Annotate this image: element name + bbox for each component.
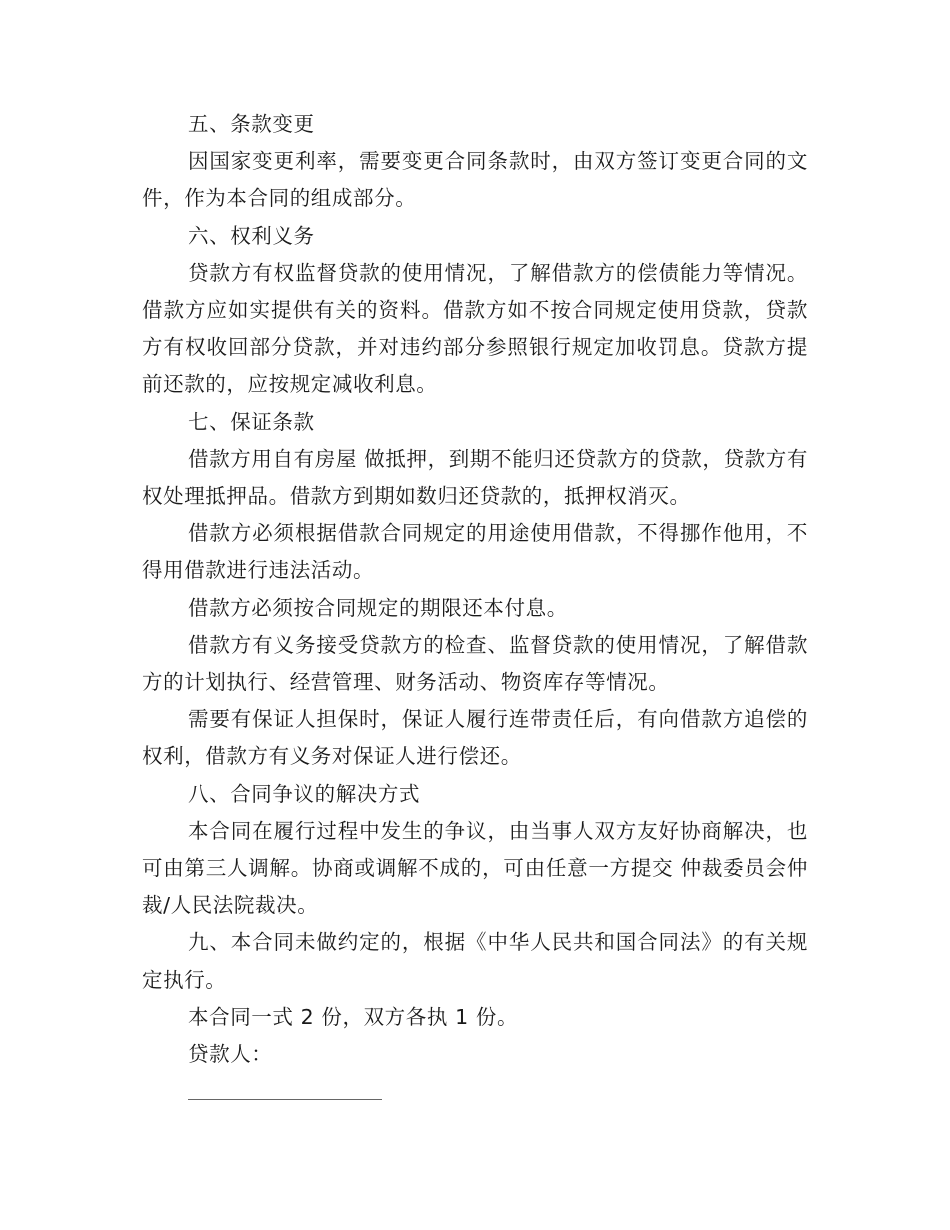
- contract-body: [142, 106, 808, 1073]
- section-heading-rights-obligations: 六、权利义务: [188, 223, 315, 248]
- lender-signature-line: [188, 1099, 382, 1100]
- paragraph-unstipulated: 九、本合同未做约定的，根据《中华人民共和国合同法》的有关规定执行。: [142, 930, 808, 992]
- paragraph-rights-obligations: 贷款方有权监督贷款的使用情况，了解借款方的偿债能力等情况。借款方应如实提供有关的资料。借款方如不按合同规定使用贷款，贷款方有权收回部分贷款，并对违约部分参照银行规定加收罚息。贷款方提前还款的，应按规定减收利息。: [142, 260, 808, 397]
- section-heading-terms-change: 五、条款变更: [188, 112, 315, 136]
- lender-signature-label: 贷款人：: [188, 1042, 273, 1067]
- section-heading-dispute: 八、合同争议的解决方式: [188, 781, 421, 806]
- section-heading-guarantee: 七、保证条款: [188, 409, 315, 434]
- paragraph-repayment: 借款方必须按合同规定的期限还本付息。: [188, 595, 568, 620]
- paragraph-terms-change: 因国家变更利率，需要变更合同条款时，由双方签订变更合同的文件，作为本合同的组成部分。: [142, 149, 808, 211]
- paragraph-loan-usage: 借款方必须根据借款合同规定的用途使用借款，不得挪作他用，不得用借款进行违法活动。: [142, 521, 808, 583]
- paragraph-guarantor: 需要有保证人担保时，保证人履行连带责任后，有向借款方追偿的权利，借款方有义务对保证人进行偿还。: [142, 707, 808, 769]
- paragraph-mortgage: 借款方用自有房屋 做抵押，到期不能归还贷款方的贷款，贷款方有权处理抵押品。借款方到期如数归还贷款的，抵押权消灭。: [142, 446, 808, 509]
- paragraph-inspection: 借款方有义务接受贷款方的检查、监督贷款的使用情况，了解借款方的计划执行、经营管理、财务活动、物资库存等情况。: [142, 632, 808, 695]
- paragraph-copies: 本合同一式 2 份，双方各执 1 份。: [188, 1004, 519, 1029]
- paragraph-dispute: 本合同在履行过程中发生的争议，由当事人双方友好协商解决，也可由第三人调解。协商或调解不成的，可由任意一方提交 仲裁委员会仲裁/人民法院裁决。: [142, 818, 808, 918]
